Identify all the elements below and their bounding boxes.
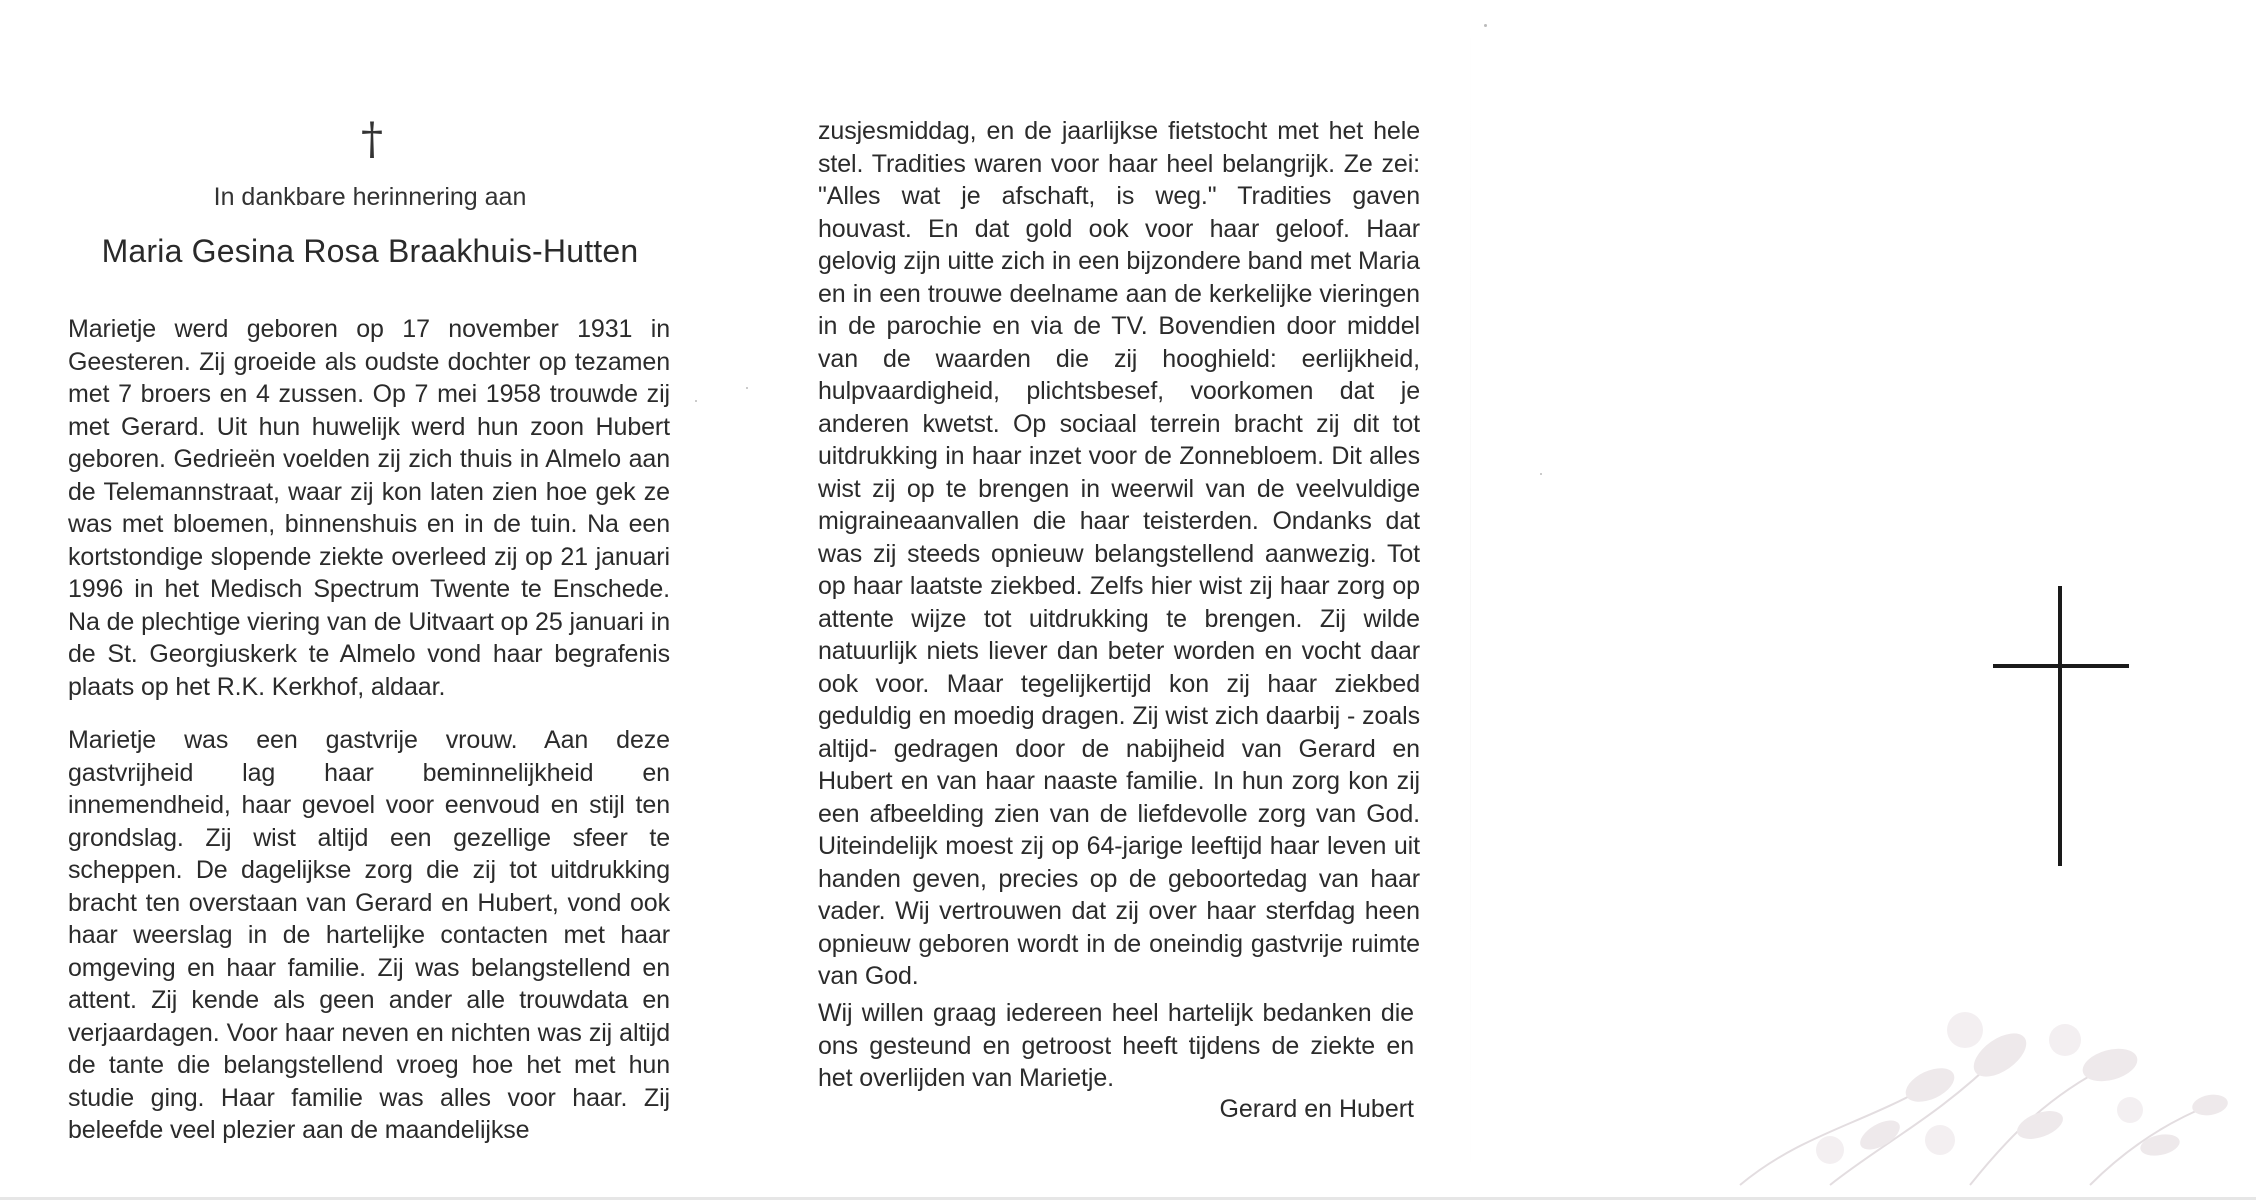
memory-heading: In dankbare herinnering aan: [213, 183, 527, 211]
scan-speck: [1484, 24, 1487, 27]
signature: Gerard en Hubert: [1219, 1095, 1414, 1123]
small-cross-icon: †: [361, 114, 383, 165]
latin-cross-icon: [1993, 586, 2129, 866]
biography-paragraph-1: Marietje werd geboren op 17 november 1931 in Geesteren. Zij groeide als oudste dochter op tezamen met 7 broers en 4 zussen. Op 7 mei 1958 trouwde zij met Gerard. Uit hun huwelijk werd hun zoon Hubert geboren. Gedrieën voelden zij zich thuis in Almelo aan de Telemannstraat, waar zij kon laten zien hoe gek ze was met bloemen, binnenshuis en in de tuin. Na een kortstondige slopende ziekte overleed zij op 21 januari 1996 in het Medisch Spectrum Twente te Enschede. Na de plechtige viering van de Uitvaart op 25 januari in de St. Georgiuskerk te Almelo vond haar begrafenis plaats op het R.K. Kerkhof, aldaar.: [68, 315, 670, 701]
scan-speck: [1540, 473, 1542, 475]
deceased-name: Maria Gesina Rosa Braakhuis-Hutten: [101, 233, 639, 269]
flowers-icon: [1710, 935, 2230, 1195]
fold-line: [1470, 0, 1471, 1200]
scan-speck: [695, 400, 697, 402]
biography-paragraph-2: Marietje was een gastvrije vrouw. Aan deze gastvrijheid lag haar beminnelijkheid en innemendheid, haar gevoel voor eenvoud en stijl ten grondslag. Zij wist altijd een gezellige sfeer te scheppen. De dagelijkse zorg die zij tot uitdrukking bracht ten overstaan van Gerard en Hubert, vond ook haar weerslag in de hartelijke contacten met haar omgeving en haar familie. Zij was belangstellend en attent. Zij kende als geen ander alle trouwdata en verjaardagen. Voor haar neven en nichten was zij altijd de tante die belangstellend vroeg hoe het met hun studie ging. Haar familie was alles voor haar. Zij beleefde veel plezier aan de maandelijkse: [68, 726, 670, 1144]
biography-paragraph-3: zusjesmiddag, en de jaarlijkse fietstocht met het hele stel. Tradities waren voor haar heel belangrijk. Ze zei: "Alles wat je afschaft, is weg." Tradities gaven houvast. En dat gold ook voor haar geloof. Haar gelovig zijn uitte zich in een bijzondere band met Maria en in een trouwe deelname aan de kerkelijke vieringen in de parochie en via de TV. Bovendien door middel van de waarden die zij hooghield: eerlijkheid, hulpvaardigheid, plichtsbesef, voorkomen dat je anderen kwetst. Op sociaal terrein bracht zij dit tot uitdrukking in haar inzet voor de Zonnebloem. Dit alles wist zij op te brengen in weerwil van de veelvuldige migraineaanvallen die haar teisterden. Ondanks dat was zij steeds opnieuw belangstellend aanwezig. Tot op haar laatste ziekbed. Zelfs hier wist zij haar zorg op attente wijze tot uitdrukking te brengen. Zij wilde natuurlijk niets liever dan beter worden en vocht daar ook voor. Maar tegelijkertijd kon zij haar ziekbed geduldig en moedig dragen. Zij wist zich daarbij - zoals altijd- gedragen door de nabijheid van Gerard en Hubert en van haar naaste familie. In hun zorg kon zij een afbeelding zien van de liefdevolle zorg van God. Uiteindelijk moest zij op 64-jarige leeftijd haar leven uit handen geven, precies op de geboortedag van haar vader. Wij vertrouwen dat zij over haar sterfdag heen opnieuw geboren wordt in de oneindig gastvrije ruimte van God.: [818, 117, 1420, 990]
thanks-paragraph: Wij willen graag iedereen heel hartelijk bedanken die ons gesteund en getroost heeft tijdens de ziekte en het overlijden van Marietje.: [818, 999, 1414, 1092]
scan-speck: [746, 387, 748, 389]
